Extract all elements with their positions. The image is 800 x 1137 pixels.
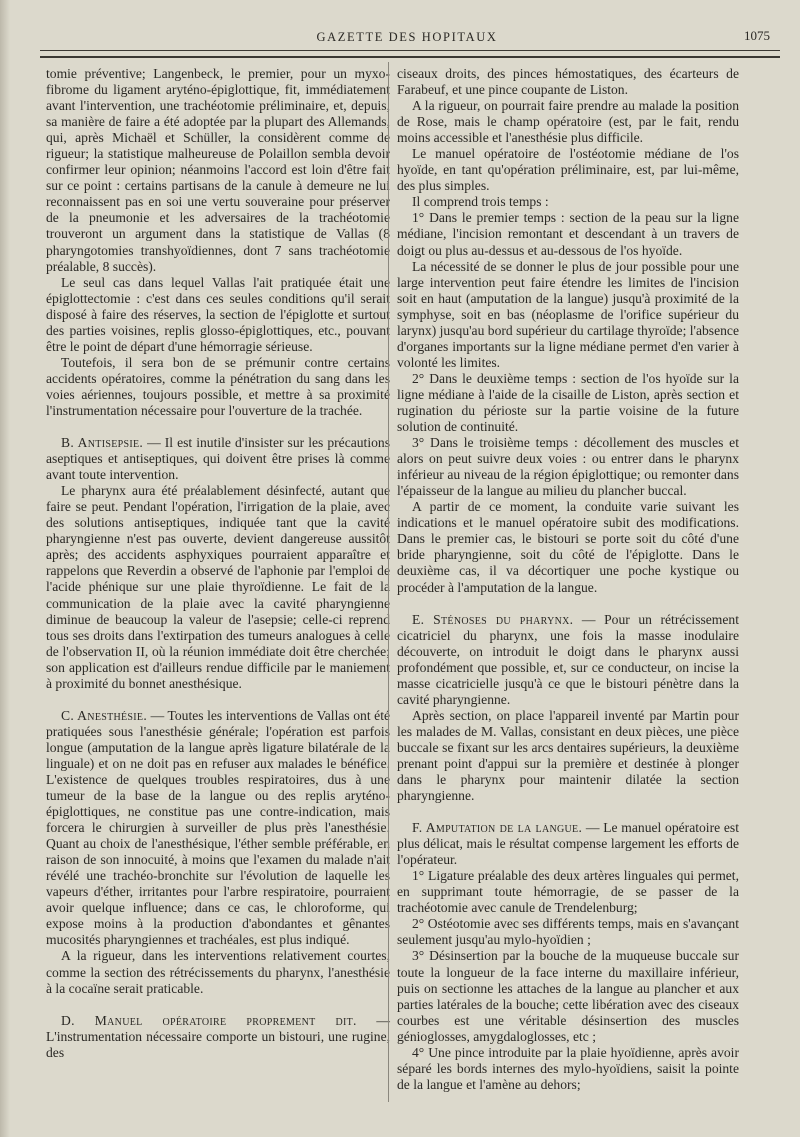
paragraph [46,275,390,355]
paragraph-text: — Le manuel opératoire est plus délicat, mais le résultat compense largement les efforts de l'opérateur. [397,820,739,868]
section-heading: C. Anesthésie. [61,707,148,723]
right-column [397,66,739,1093]
running-header [40,26,774,48]
paragraph-text: Le pharynx aura été préalablement désinfecté, autant que faire se peut. Pendant l'opération, l'irrigation de la plaie, avec des solutions antiseptiques, indiquée tant que la cavité pharyngienne n'est pas ouverte, devient dangereuse aussitôt après; des accidents asphyxiques pourraient apparaître et rappelons que Reverdin a observé de l'aphonie par l'emploi de l'acide phénique sur une plaie thyroïdienne. Le fait de la communication de la plaie avec la cavité pharyngienne diminue de beaucoup la valeur de l'asepsie; celle-ci reprend tous ses droits dans l'extirpation des tumeurs analogues à celle de l'observation II, où la réunion immédiate doit être cherchée; son application est d'ailleurs rendue difficile par le maniement à proximité du bonnet anesthésique. [46,483,390,691]
binding-shadow [0,0,10,1137]
header-rule-thick [40,56,780,58]
paragraph-text: A partir de ce moment, la conduite varie suivant les indications et le manuel opératoire subit des modifications. Dans le premier cas, le bistouri se porte soit du côté d'une bride pharyngienne, soit du côté de l'épiglotte. Dans le deuxième cas, il va décortiquer une poche kystique ou procéder à l'amputation de la langue. [397,499,739,595]
section-gap [46,419,390,435]
paragraph-text: 3° Dans le troisième temps : décollement des muscles et alors on peut suivre deux voies : ou entrer dans le pharynx inférieur au niveau de la région épiglottique; ou remonter dans l'épaisseur de la langue au milieu du plancher buccal. [397,435,739,499]
paragraph-text: 4° Une pince introduite par la plaie hyoïdienne, après avoir séparé les bords internes des mylo-hyoïdiens, saisit la pointe de la langue et l'amène au dehors; [397,1044,739,1092]
paragraph [397,98,739,146]
paragraph-text: 1° Dans le premier temps : section de la peau sur la ligne médiane, l'incision remontant et descendant à un travers de doigt ou plus au-dessus et au-dessous de l'os hyoïde. [397,210,739,258]
paragraph [397,820,739,868]
paragraph-text: Le manuel opératoire de l'ostéotomie médiane de l'os hyoïde, en tant qu'opération préliminaire, est, par lui-même, des plus simples. [397,146,739,194]
paragraph [397,371,739,435]
journal-title: GAZETTE DES HOPITAUX [316,30,498,44]
paragraph [397,66,739,98]
paragraph-text: A la rigueur, dans les interventions relativement courtes, comme la section des rétrécissements du pharynx, l'anesthésie à la cocaïne serait praticable. [46,948,390,996]
section-gap [397,804,739,820]
header-rule-thin [40,50,780,51]
paragraph-text: Le seul cas dans lequel Vallas l'ait pratiquée était une épiglottectomie : c'est dans ces seules conditions qu'il serait disposé à faire des réserves, la section de l'épiglotte et surtout des parties voisines, replis glosso-épiglottiques, etc., pouvant être le point de départ d'une hémorragie sérieuse. [46,274,390,354]
section-heading: D. Manuel opératoire proprement dit. [61,1012,357,1028]
paragraph-text: — Pour un rétrécissement cicatriciel du pharynx, une fois la masse inodulaire découverte, on introduit le doigt dans le pharynx aussi profondément que possible, et, sur ce conducteur, on incise la masse cicatricielle jusqu'à ce que le bistouri pénètre dans la cavité pharyngienne. [397,611,739,707]
column-divider [388,62,389,1102]
paragraph [46,708,390,949]
paragraph-text: 1° Ligature préalable des deux artères linguales qui permet, en supprimant toute hémorragie, de se passer de la trachéotomie avec canule de Trendelenburg; [397,868,739,916]
paragraph [46,435,390,483]
paragraph [397,948,739,1044]
section-heading: E. Sténoses du pharynx. [412,611,574,627]
paragraph [397,868,739,916]
paragraph [397,916,739,948]
section-heading: B. Antisepsie. [61,435,144,451]
paragraph-text: ciseaux droits, des pinces hémostatiques, des écarteurs de Farabeuf, et une pince coupante de Liston. [397,66,739,98]
paragraph-text: Après section, on place l'appareil inventé par Martin pour les malades de M. Vallas, consistant en deux pièces, une pièce buccale se fixant sur les arcs dentaires supérieurs, la deuxième prenant point d'appui sur la première et destinée à plonger dans le pharynx pour maintenir dilatée la section pharyngienne. [397,707,739,804]
paragraph-text: Toutefois, il sera bon de se prémunir contre certains accidents opératoires, comme la pénétration du sang dans les voies aériennes, toujours possible, et mettre à sa proximité l'instrumentation nécessaire pour l'ouverture de la trachée. [46,354,390,418]
paragraph [397,612,739,708]
paragraph [397,194,739,210]
paragraph-text: 3° Désinsertion par la bouche de la muqueuse buccale sur toute la longueur de la face interne du maxillaire inférieur, puis on sectionne les attaches de la langue au plancher et aux parties latérales de la bouche; cette libération avec des ciseaux courbes est une véritable désinsertion des muscles génioglosses, amygdaloglosses, etc ; [397,948,739,1044]
paragraph [397,708,739,804]
paragraph-text: 2° Dans le deuxième temps : section de l'os hyoïde sur la ligne médiane à l'aide de la cisaille de Liston, après section et rugination du périoste sur la partie voisine de la future solution de continuité. [397,370,739,435]
paragraph-text: A la rigueur, on pourrait faire prendre au malade la position de Rose, mais le champ opératoire (est, par le fait, rendu moins accessible et l'anesthésie plus difficile. [397,98,739,146]
left-column [46,66,390,1061]
paragraph-text: 2° Ostéotomie avec ses différents temps, mais en s'avançant seulement jusqu'au mylo-hyoïdien ; [397,916,739,948]
paragraph [397,210,739,258]
paragraph-text: La nécessité de se donner le plus de jour possible pour une large intervention peut faire étendre les limites de l'incision soit en haut (amputation de la langue) jusqu'à proximité de la symphyse, soit en bas (néoplasme de l'orifice supérieur du larynx) jusqu'au bord supérieur du cartilage thyroïde; l'absence d'organes importants sur la ligne médiane permet d'en varier à volonté les limites. [397,258,739,370]
paragraph [46,355,390,419]
paragraph [397,146,739,194]
section-gap [46,997,390,1013]
paragraph-text: — L'instrumentation nécessaire comporte un bistouri, une rugine, des [46,1012,390,1060]
paragraph-text: Il comprend trois temps : [412,194,549,210]
paragraph [397,1045,739,1093]
section-gap [397,596,739,612]
paragraph [397,499,739,595]
section-gap [46,692,390,708]
paragraph [46,948,390,996]
paragraph [46,66,390,275]
paragraph [397,435,739,499]
paragraph [46,1013,390,1061]
page-number: 1075 [744,28,770,43]
paragraph-text: tomie préventive; Langenbeck, le premier, pour un myxo-fibrome du ligament aryténo-épiglottique, fit, immédiatement avant l'intervention, une trachéotomie préliminaire, et, depuis, sa manière de faire a été adoptée par la plupart des Allemands, qui, après Michaël et Schüller, la considèrent comme de rigueur; la statistique malheureuse de Polaillon sembla devoir confirmer leur opinion; néanmoins l'accord est loin d'être fait sur ce point : certains partisans de la canule à demeure ne lui reconnaissent pas en soi une vertu souveraine pour préserver de la pneumonie et les adversaires de la trachéotomie trouveront un argument dans la statistique de Vallas (8 pharyngotomies transhyoïdiennes, dont 7 sans trachéotomie préalable, 8 succès). [46,66,390,274]
section-heading: F. Amputation de la langue. [412,820,583,836]
paragraph [397,259,739,371]
paragraph [46,483,390,692]
paragraph-text: — Toutes les interventions de Vallas ont été pratiquées sous l'anesthésie générale; l'opération est parfois longue (amputation de la langue après ligature bilatérale de la linguale) et on ne doit pas en refuser aux malades le bénéfice. L'existence de quelques troubles respiratoires, dus à une tumeur de la base de la langue ou des replis aryténo-épiglottiques, ne constitue pas une contre-indication, mais forcera le chirurgien à surveiller de plus près l'anesthésie. Quant au choix de l'anesthésique, l'éther semble préférable, en raison de son innocuité, à moins que l'examen du malade n'ait révélé une trachéo-bronchite sur l'évolution de laquelle les vapeurs d'éther, irritantes pour l'arbre respiratoire, pourraient avoir quelque influence; dans ce cas, le chloroforme, qui expose moins à la production d'abondantes et gênantes mucosités pharyngiennes et trachéales, est plus indiqué. [46,707,391,948]
paragraph-text: — Il est inutile d'insister sur les précautions aseptiques et antiseptiques, qui doivent être prises là comme avant toute intervention. [46,435,390,483]
